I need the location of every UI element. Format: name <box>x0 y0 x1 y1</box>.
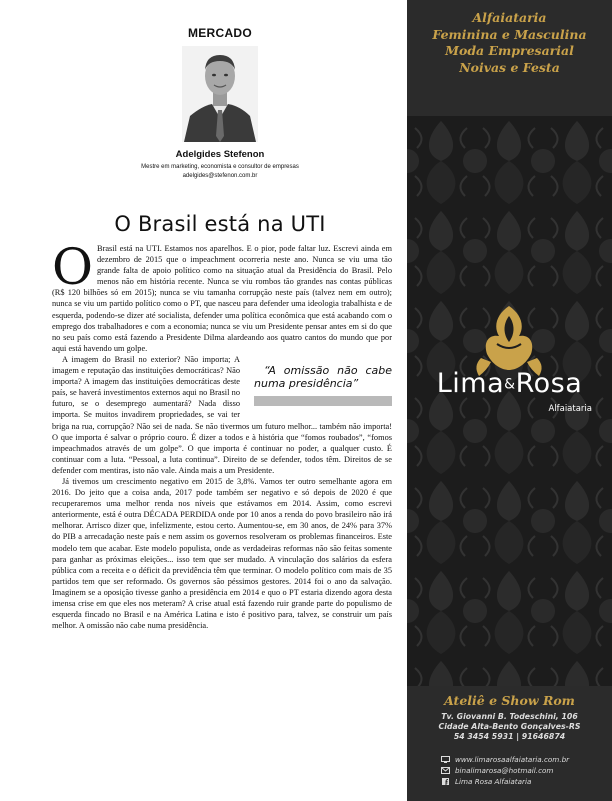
phone-numbers: 54 3454 5931 | 91646874 <box>453 732 566 741</box>
ad-line-4: Noivas e Festa <box>459 59 560 75</box>
paragraph-3: Já tivemos um crescimento negativo em 2015 de 3,8%. Vamos ter outro semelhante agora em 2016. Do jeito que a coisa anda, 2017 pode também ser negativo e só depois de 2020 é que recuperaremos uma melhor renda nos níveis que estávamos em 2014. Assim, como escrevi anteriormente, está é outra DÉCADA PERDIDA onde por 10 anos a renda do povo brasileiro não irá melhorar. Arrisco dizer que, infelizmente, estou certo. Aumentou-se, em 30 anos, de 24% para 37% do PIB a arrecadação neste país e nem assim os governos resolveram os problemas financeiros. Este modelo tem que acabar. Este modelo populista, onde as verdadeiras reformas não são feitas somente para ganhar as próximas eleições... isso tem que ser mudado. A vinculação dos salários da esfera pública com a receita e o déficit da previdência têm que terminar. O modelo político com mais de 35 partidos tem que ser reformado. Os governos são péssimos gestores. 2014 foi o ano da salvação. Imaginem se a oposição tivesse ganho a presidência em 2014 e quo o PT estaria dizendo agora desta imensa crise em que eles nos meteram? A crise atual está fazendo ruir grande parte do populismo de esquerda fincado no Brasil e na América Latina e isto é positivo para, talvez, se construir um país melhor. A omissão não cabe numa presidência. <box>52 476 392 631</box>
ad-header <box>407 0 612 116</box>
address-block <box>407 712 612 742</box>
brand-word-lima: Lima <box>436 368 505 399</box>
article-body <box>52 238 392 631</box>
atelie-heading: Ateliê e Show Rom <box>444 693 575 708</box>
author-description <box>0 163 440 180</box>
pull-quote-text: “A omissão não cabe numa presidência” <box>254 363 392 390</box>
address-line-2: Cidade Alta-Bento Gonçalves-RS <box>438 722 581 731</box>
ad-line-1: Alfaiataria <box>472 10 547 25</box>
envelope-icon <box>441 767 450 774</box>
website-text: www.limarosaalfaiataria.com.br <box>455 755 570 764</box>
brand-subtitle: Alfaiataria <box>548 404 592 414</box>
article-title: O Brasil está na UTI <box>114 212 326 237</box>
contact-list <box>441 754 569 787</box>
drop-cap: O <box>52 238 93 296</box>
pull-quote <box>254 364 392 406</box>
facebook-contact[interactable] <box>441 776 569 787</box>
paragraph-2 <box>52 354 392 476</box>
section-label: MERCADO <box>187 26 253 40</box>
brand-word-rosa: Rosa <box>515 368 583 399</box>
address-line-1: Tv. Giovanni B. Todeschini, 106 <box>441 712 578 721</box>
pull-quote-bar <box>254 396 392 406</box>
ad-footer <box>407 686 612 801</box>
brand-ampersand: & <box>504 376 516 393</box>
facebook-icon <box>441 778 450 785</box>
author-photo <box>182 46 258 142</box>
author-credentials: Mestre em marketing, economista e consultor de empresas <box>141 164 299 170</box>
ad-line-3: Moda Empresarial <box>445 43 574 58</box>
author-name: Adelgides Stefenon <box>175 149 265 160</box>
author-email: adelgides@stefenon.com.br <box>182 172 258 179</box>
paragraph-1 <box>52 238 392 354</box>
paragraph-1-text: Brasil está na UTI. Estamos nos aparelhos. E o pior, pode faltar luz. Escrevi ainda em dezembro de 2015 que o impeachment ocorreria neste ano. Nunca se viu uma tão grande falta de apoio político como na situação atual da Presidência do Brasil. Pelo menos não em história recente. Nunca se viu rombos tão grandes nas contas públicas (R$ 120 bilhões só em 2015); nunca se viu tamanha corrupção neste país (talvez nem em outro); nunca se viu um partido político como o PT, que nasceu para defender uma ideologia trabalhista e de esquerda, podendo-se dizer até socialista, defender uma política econômica que está acabando com o emprego dos trabalhadores e com a economia; nunca se viu um Presidente pensar antes em si do que no seu país como está fazendo a Presidente Dilma alardeando aos quatro cantos do mundo que por aqui está havendo um golpe. <box>52 244 392 353</box>
email-text: binalimarosa@hotmail.com <box>455 766 554 775</box>
advertisement-panel <box>407 0 612 801</box>
facebook-text: Lima Rosa Alfaiataria <box>455 777 532 786</box>
brand-name <box>407 368 612 399</box>
paragraph-2-text: A imagem do Brasil no exterior? Não importa; A imagem e reputação das instituições democráticas? Não importa? A imagem das instituições democráticas deste país, se haverá investimentos externos aqui no Brasil no futuro, se o desemprego aumentará? Nada disso importa. Se muitos invadirem propriedades, se vai ter briga na rua, corrupção? Não sei de nada. Se não tivermos um futuro melhor... também não importa! O que importa é salvar o próprio couro. É dizer a todos e à história que “fomos roubados”, “fomos impeachmados através de um golpe”. O que importa é continuar no poder, a qualquer custo. É continuar com a luta. “Pessoal, a luta continua”. Direito de se defender, todos têm. Direitos de se defender com mentiras, isto não vale. Ainda mais a um Presidente. <box>52 354 392 475</box>
website-contact[interactable] <box>441 754 569 765</box>
email-contact[interactable] <box>441 765 569 776</box>
monitor-icon <box>441 756 450 763</box>
ad-line-2: Feminina e Masculina <box>432 26 587 42</box>
